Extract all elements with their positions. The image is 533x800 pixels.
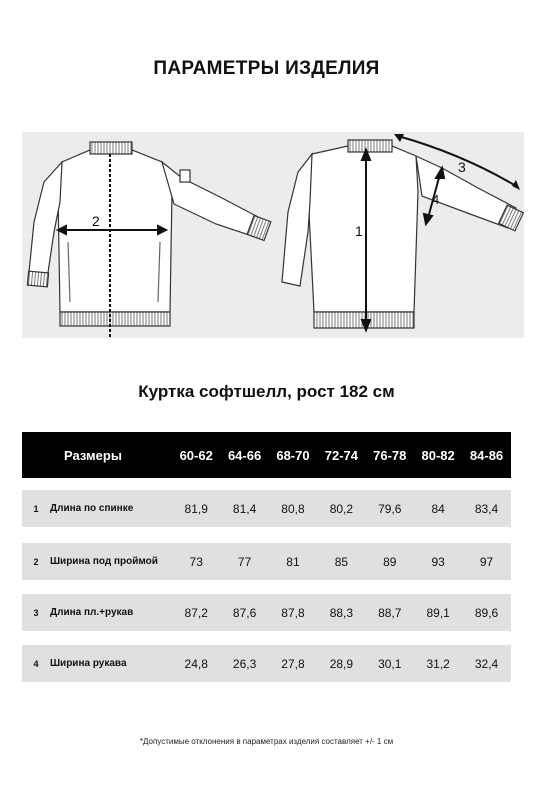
row-number: 4 <box>33 658 39 669</box>
size-column-header: 72-74 <box>324 447 358 463</box>
table-cell: 87,2 <box>184 605 208 620</box>
table-cell: 97 <box>479 554 494 569</box>
size-column-header: 60-62 <box>179 447 213 463</box>
table-cell: 84 <box>431 501 445 516</box>
table-cell: 87,6 <box>232 605 257 620</box>
table-cell: 81 <box>286 554 300 569</box>
measurement-3-label: 3 <box>458 159 466 175</box>
size-column-header: 80-82 <box>421 447 455 463</box>
size-column-header: 68-70 <box>276 447 310 463</box>
size-column-header: 76-78 <box>373 447 407 463</box>
table-cell: 81,4 <box>232 501 257 516</box>
table-cell: 31,2 <box>426 656 450 671</box>
size-column-header: 64-66 <box>227 447 262 463</box>
header-label: Размеры <box>64 447 122 463</box>
row-number: 1 <box>33 503 39 514</box>
page-title: ПАРАМЕТРЫ ИЗДЕЛИЯ <box>153 58 380 79</box>
table-cell: 77 <box>237 554 252 569</box>
table-cell: 88,7 <box>378 605 402 620</box>
size-table <box>22 432 511 478</box>
table-cell: 89,1 <box>426 605 450 620</box>
table-cell: 79,6 <box>378 501 402 516</box>
table-cell: 26,3 <box>232 656 257 671</box>
table-row <box>22 543 511 580</box>
table-cell: 80,2 <box>329 501 354 516</box>
measurement-2-label: 2 <box>92 213 100 229</box>
table-cell: 85 <box>334 554 349 569</box>
table-cell: 89,6 <box>474 605 499 620</box>
row-number: 3 <box>33 607 39 618</box>
table-cell: 93 <box>431 554 445 569</box>
table-cell: 24,8 <box>184 656 208 671</box>
row-label: Длина по спинке <box>50 503 134 514</box>
measurement-1-label: 1 <box>355 223 363 239</box>
size-column-header: 84-86 <box>469 447 504 463</box>
row-label: Ширина рукава <box>50 658 127 669</box>
table-row <box>22 645 511 682</box>
size-table-header <box>22 432 511 478</box>
table-cell: 27,8 <box>281 656 305 671</box>
table-row <box>22 490 511 527</box>
footnote: *Допустимые отклонения в параметрах изделия составляет +/- 1 см <box>139 737 394 746</box>
back-jacket-drawing <box>282 140 523 328</box>
table-cell: 89 <box>383 554 397 569</box>
measurement-4-label: 4 <box>432 192 440 207</box>
product-subtitle: Куртка софтшелл, рост 182 см <box>138 382 395 401</box>
table-cell: 32,4 <box>474 656 499 671</box>
jacket-illustration <box>22 132 524 338</box>
row-number: 2 <box>33 556 39 567</box>
table-cell: 73 <box>189 554 203 569</box>
row-label: Ширина под проймой <box>50 556 158 567</box>
table-cell: 28,9 <box>329 656 354 671</box>
table-cell: 81,9 <box>184 501 208 516</box>
table-cell: 87,8 <box>281 605 305 620</box>
table-cell: 83,4 <box>474 501 499 516</box>
table-cell: 30,1 <box>378 656 402 671</box>
jacket-diagram <box>22 132 524 338</box>
table-cell: 80,8 <box>281 501 305 516</box>
table-cell: 88,3 <box>329 605 354 620</box>
row-label: Длина пл.+рукав <box>50 607 134 618</box>
table-row <box>22 594 511 631</box>
